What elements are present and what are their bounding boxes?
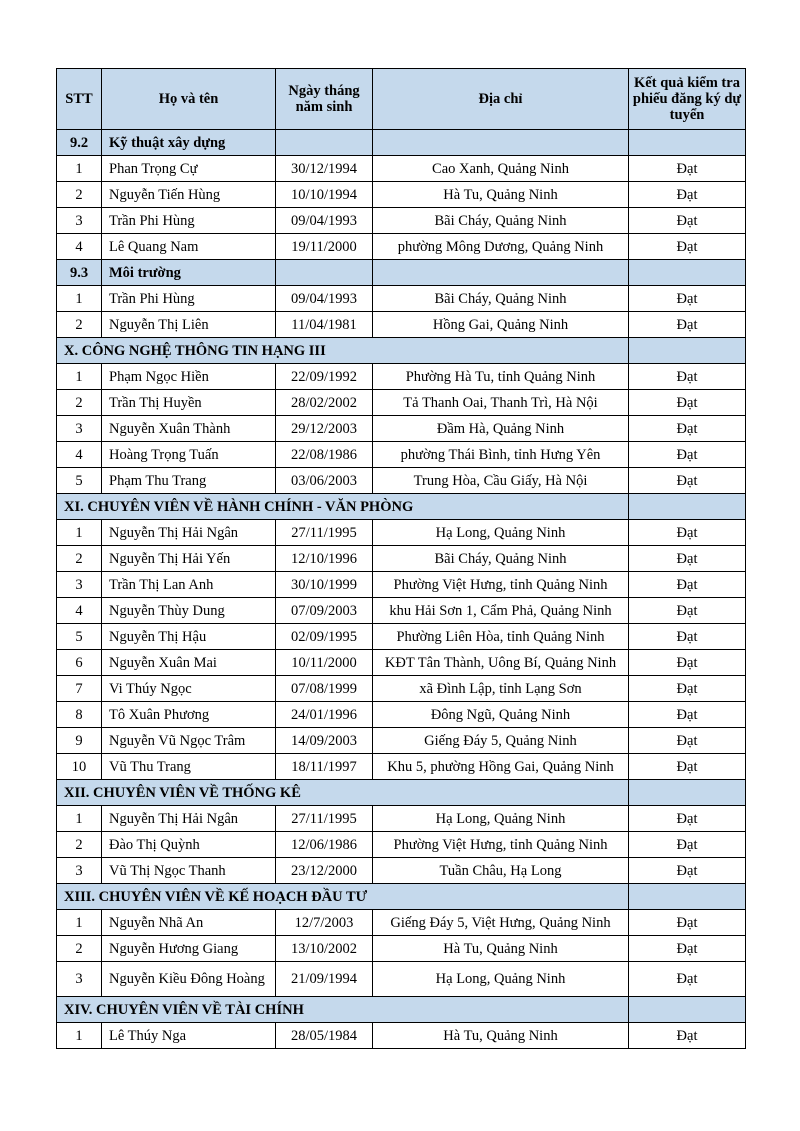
row-result: Đạt	[629, 364, 746, 390]
row-dob: 21/09/1994	[276, 962, 373, 997]
row-stt: 8	[57, 702, 102, 728]
row-address: phường Mông Dương, Quảng Ninh	[373, 234, 629, 260]
row-name: Trần Phi Hùng	[102, 208, 276, 234]
row-result: Đạt	[629, 520, 746, 546]
empty-cell	[629, 997, 746, 1023]
row-name: Phạm Ngọc Hiền	[102, 364, 276, 390]
row-address: khu Hải Sơn 1, Cẩm Phả, Quảng Ninh	[373, 598, 629, 624]
row-stt: 4	[57, 234, 102, 260]
row-result: Đạt	[629, 650, 746, 676]
row-name: Phan Trọng Cự	[102, 156, 276, 182]
table-body	[57, 130, 746, 1049]
row-dob: 12/7/2003	[276, 910, 373, 936]
row-dob: 02/09/1995	[276, 624, 373, 650]
table-row	[57, 182, 746, 208]
group-title: XII. CHUYÊN VIÊN VỀ THỐNG KÊ	[57, 780, 629, 806]
table-row	[57, 936, 746, 962]
row-dob: 28/02/2002	[276, 390, 373, 416]
empty-cell	[629, 130, 746, 156]
row-dob: 11/04/1981	[276, 312, 373, 338]
row-name: Nguyễn Thị Hậu	[102, 624, 276, 650]
row-address: Hà Tu, Quảng Ninh	[373, 182, 629, 208]
header-stt: STT	[57, 69, 102, 130]
row-name: Nguyễn Xuân Thành	[102, 416, 276, 442]
row-name: Nguyễn Thị Hải Yến	[102, 546, 276, 572]
row-name: Vũ Thu Trang	[102, 754, 276, 780]
row-address: Giếng Đáy 5, Quảng Ninh	[373, 728, 629, 754]
row-dob: 12/10/1996	[276, 546, 373, 572]
row-dob: 28/05/1984	[276, 1023, 373, 1049]
table-row	[57, 312, 746, 338]
row-address: Đầm Hà, Quảng Ninh	[373, 416, 629, 442]
table-row	[57, 572, 746, 598]
row-dob: 09/04/1993	[276, 208, 373, 234]
group-title: X. CÔNG NGHỆ THÔNG TIN HẠNG III	[57, 338, 629, 364]
row-stt: 5	[57, 468, 102, 494]
row-stt: 1	[57, 910, 102, 936]
row-result: Đạt	[629, 312, 746, 338]
row-stt: 3	[57, 416, 102, 442]
subsection-title: Môi trường	[102, 260, 276, 286]
row-result: Đạt	[629, 390, 746, 416]
row-name: Hoàng Trọng Tuấn	[102, 442, 276, 468]
row-stt: 7	[57, 676, 102, 702]
row-name: Nguyễn Thị Liên	[102, 312, 276, 338]
row-dob: 30/12/1994	[276, 156, 373, 182]
row-dob: 13/10/2002	[276, 936, 373, 962]
row-result: Đạt	[629, 468, 746, 494]
table-row	[57, 728, 746, 754]
row-address: Tuần Châu, Hạ Long	[373, 858, 629, 884]
row-name: Nguyễn Hương Giang	[102, 936, 276, 962]
table-row	[57, 650, 746, 676]
row-dob: 07/08/1999	[276, 676, 373, 702]
row-name: Nguyễn Thùy Dung	[102, 598, 276, 624]
row-address: Bãi Cháy, Quảng Ninh	[373, 286, 629, 312]
row-dob: 10/10/1994	[276, 182, 373, 208]
row-stt: 5	[57, 624, 102, 650]
row-dob: 09/04/1993	[276, 286, 373, 312]
row-stt: 4	[57, 442, 102, 468]
group-row	[57, 997, 746, 1023]
header-address: Địa chỉ	[373, 69, 629, 130]
table-row	[57, 1023, 746, 1049]
row-stt: 2	[57, 546, 102, 572]
row-stt: 1	[57, 156, 102, 182]
row-result: Đạt	[629, 572, 746, 598]
row-dob: 07/09/2003	[276, 598, 373, 624]
row-name: Trần Thị Lan Anh	[102, 572, 276, 598]
row-result: Đạt	[629, 598, 746, 624]
row-dob: 23/12/2000	[276, 858, 373, 884]
table-row	[57, 546, 746, 572]
header-result: Kết quả kiểm tra phiếu đăng ký dự tuyển	[629, 69, 746, 130]
row-dob: 24/01/1996	[276, 702, 373, 728]
header-name: Họ và tên	[102, 69, 276, 130]
row-dob: 22/08/1986	[276, 442, 373, 468]
row-stt: 1	[57, 364, 102, 390]
row-name: Nguyễn Kiều Đông Hoàng	[102, 962, 276, 997]
row-dob: 27/11/1995	[276, 806, 373, 832]
empty-cell	[373, 130, 629, 156]
table-row	[57, 416, 746, 442]
row-result: Đạt	[629, 910, 746, 936]
row-name: Trần Thị Huyền	[102, 390, 276, 416]
row-dob: 10/11/2000	[276, 650, 373, 676]
row-address: xã Đình Lập, tỉnh Lạng Sơn	[373, 676, 629, 702]
row-stt: 10	[57, 754, 102, 780]
row-address: Bãi Cháy, Quảng Ninh	[373, 546, 629, 572]
header-dob: Ngày tháng năm sinh	[276, 69, 373, 130]
row-result: Đạt	[629, 676, 746, 702]
row-name: Nguyễn Vũ Ngọc Trâm	[102, 728, 276, 754]
row-stt: 1	[57, 520, 102, 546]
row-result: Đạt	[629, 754, 746, 780]
row-result: Đạt	[629, 156, 746, 182]
row-name: Tô Xuân Phương	[102, 702, 276, 728]
table-row	[57, 806, 746, 832]
row-stt: 3	[57, 858, 102, 884]
row-name: Lê Thúy Nga	[102, 1023, 276, 1049]
subsection-title: Kỹ thuật xây dựng	[102, 130, 276, 156]
row-stt: 2	[57, 832, 102, 858]
table-row	[57, 832, 746, 858]
table-row	[57, 962, 746, 997]
row-result: Đạt	[629, 1023, 746, 1049]
table-row	[57, 208, 746, 234]
row-name: Nguyễn Thị Hải Ngân	[102, 520, 276, 546]
row-address: Hà Tu, Quảng Ninh	[373, 1023, 629, 1049]
table-row	[57, 858, 746, 884]
empty-cell	[629, 494, 746, 520]
row-stt: 2	[57, 390, 102, 416]
group-row	[57, 884, 746, 910]
table-row	[57, 598, 746, 624]
table-row	[57, 702, 746, 728]
row-result: Đạt	[629, 546, 746, 572]
row-stt: 1	[57, 1023, 102, 1049]
table-row	[57, 520, 746, 546]
row-dob: 19/11/2000	[276, 234, 373, 260]
row-result: Đạt	[629, 936, 746, 962]
candidate-results-table	[56, 68, 746, 1049]
table-row	[57, 442, 746, 468]
row-name: Nguyễn Nhã An	[102, 910, 276, 936]
table-row	[57, 286, 746, 312]
subsection-row	[57, 130, 746, 156]
row-address: KĐT Tân Thành, Uông Bí, Quảng Ninh	[373, 650, 629, 676]
row-address: Phường Liên Hòa, tỉnh Quảng Ninh	[373, 624, 629, 650]
row-address: Bãi Cháy, Quảng Ninh	[373, 208, 629, 234]
row-address: Phường Việt Hưng, tỉnh Quảng Ninh	[373, 832, 629, 858]
group-row	[57, 338, 746, 364]
empty-cell	[276, 130, 373, 156]
row-stt: 2	[57, 312, 102, 338]
row-result: Đạt	[629, 702, 746, 728]
row-name: Lê Quang Nam	[102, 234, 276, 260]
row-name: Nguyễn Tiến Hùng	[102, 182, 276, 208]
row-stt: 1	[57, 806, 102, 832]
row-address: Phường Hà Tu, tỉnh Quảng Ninh	[373, 364, 629, 390]
subsection-row	[57, 260, 746, 286]
empty-cell	[276, 260, 373, 286]
table-row	[57, 468, 746, 494]
group-title: XI. CHUYÊN VIÊN VỀ HÀNH CHÍNH - VĂN PHÒNG	[57, 494, 629, 520]
row-stt: 4	[57, 598, 102, 624]
row-dob: 27/11/1995	[276, 520, 373, 546]
row-address: Hạ Long, Quảng Ninh	[373, 520, 629, 546]
table-row	[57, 364, 746, 390]
row-stt: 1	[57, 286, 102, 312]
subsection-number: 9.3	[57, 260, 102, 286]
row-address: Hạ Long, Quảng Ninh	[373, 962, 629, 997]
table-row	[57, 390, 746, 416]
group-row	[57, 780, 746, 806]
row-result: Đạt	[629, 962, 746, 997]
empty-cell	[373, 260, 629, 286]
row-stt: 2	[57, 936, 102, 962]
row-name: Đào Thị Quỳnh	[102, 832, 276, 858]
row-name: Nguyễn Thị Hải Ngân	[102, 806, 276, 832]
row-address: Trung Hòa, Cầu Giấy, Hà Nội	[373, 468, 629, 494]
row-dob: 03/06/2003	[276, 468, 373, 494]
row-name: Nguyễn Xuân Mai	[102, 650, 276, 676]
row-dob: 29/12/2003	[276, 416, 373, 442]
empty-cell	[629, 884, 746, 910]
row-name: Trần Phi Hùng	[102, 286, 276, 312]
row-result: Đạt	[629, 286, 746, 312]
row-result: Đạt	[629, 208, 746, 234]
table-row	[57, 234, 746, 260]
row-result: Đạt	[629, 858, 746, 884]
subsection-number: 9.2	[57, 130, 102, 156]
table-row	[57, 910, 746, 936]
table-header	[57, 69, 746, 130]
row-result: Đạt	[629, 416, 746, 442]
table-row	[57, 156, 746, 182]
row-address: Hạ Long, Quảng Ninh	[373, 806, 629, 832]
group-title: XIV. CHUYÊN VIÊN VỀ TÀI CHÍNH	[57, 997, 629, 1023]
row-result: Đạt	[629, 832, 746, 858]
row-stt: 3	[57, 572, 102, 598]
row-dob: 12/06/1986	[276, 832, 373, 858]
row-result: Đạt	[629, 728, 746, 754]
group-row	[57, 494, 746, 520]
row-result: Đạt	[629, 182, 746, 208]
row-result: Đạt	[629, 624, 746, 650]
table-row	[57, 624, 746, 650]
row-dob: 22/09/1992	[276, 364, 373, 390]
row-dob: 30/10/1999	[276, 572, 373, 598]
row-name: Vi Thúy Ngọc	[102, 676, 276, 702]
row-dob: 18/11/1997	[276, 754, 373, 780]
row-stt: 3	[57, 208, 102, 234]
row-address: Đông Ngũ, Quảng Ninh	[373, 702, 629, 728]
row-stt: 6	[57, 650, 102, 676]
row-address: Khu 5, phường Hồng Gai, Quảng Ninh	[373, 754, 629, 780]
row-name: Vũ Thị Ngọc Thanh	[102, 858, 276, 884]
row-result: Đạt	[629, 442, 746, 468]
row-result: Đạt	[629, 234, 746, 260]
row-address: Cao Xanh, Quảng Ninh	[373, 156, 629, 182]
row-stt: 3	[57, 962, 102, 997]
row-address: Giếng Đáy 5, Việt Hưng, Quảng Ninh	[373, 910, 629, 936]
row-address: Hồng Gai, Quảng Ninh	[373, 312, 629, 338]
row-address: Hà Tu, Quảng Ninh	[373, 936, 629, 962]
row-result: Đạt	[629, 806, 746, 832]
row-stt: 2	[57, 182, 102, 208]
row-address: Tả Thanh Oai, Thanh Trì, Hà Nội	[373, 390, 629, 416]
row-dob: 14/09/2003	[276, 728, 373, 754]
row-address: Phường Việt Hưng, tỉnh Quảng Ninh	[373, 572, 629, 598]
empty-cell	[629, 338, 746, 364]
row-name: Phạm Thu Trang	[102, 468, 276, 494]
group-title: XIII. CHUYÊN VIÊN VỀ KẾ HOẠCH ĐẦU TƯ	[57, 884, 629, 910]
empty-cell	[629, 780, 746, 806]
empty-cell	[629, 260, 746, 286]
table-row	[57, 754, 746, 780]
row-stt: 9	[57, 728, 102, 754]
table-row	[57, 676, 746, 702]
row-address: phường Thái Bình, tỉnh Hưng Yên	[373, 442, 629, 468]
